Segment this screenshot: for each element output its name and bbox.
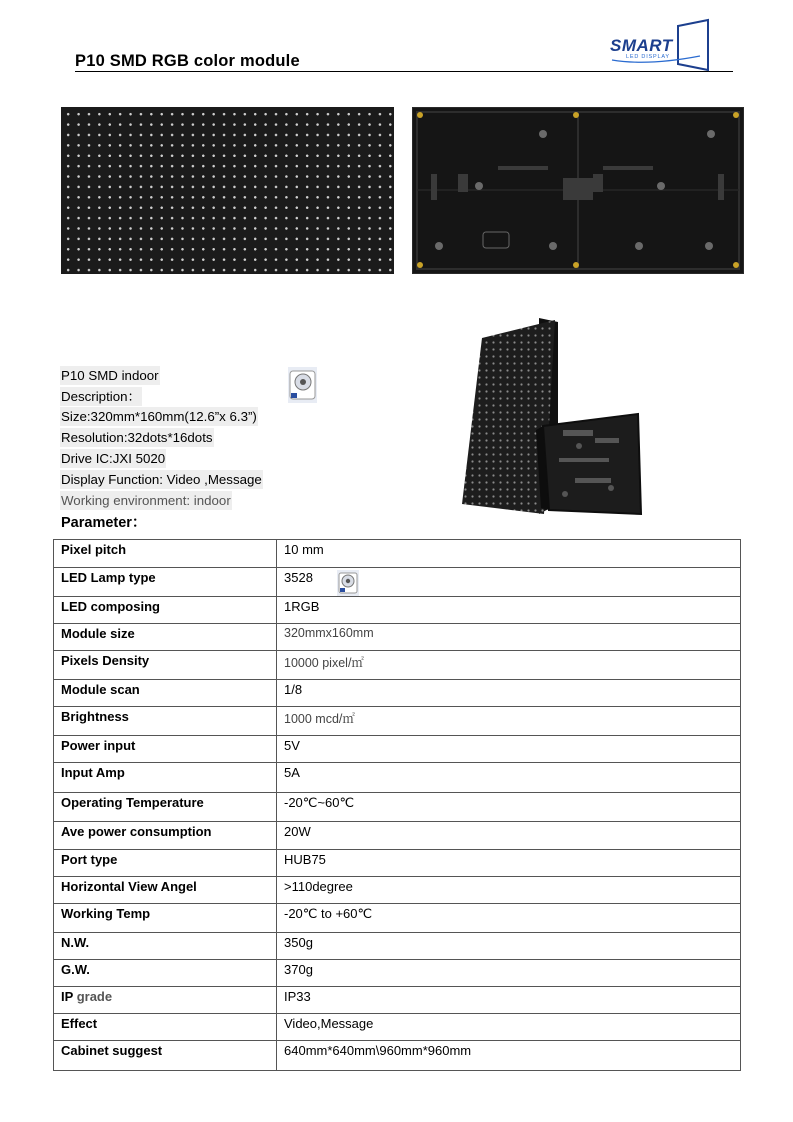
spec-key: Ave power consumption xyxy=(54,822,277,850)
table-row xyxy=(54,707,741,736)
spec-value: 320mmx160mm xyxy=(277,624,741,651)
spec-value: 10000 pixel/㎡ xyxy=(277,651,741,680)
smd-lamp-icon xyxy=(337,570,359,596)
spec-value: 1RGB xyxy=(277,597,741,624)
spec-value: 20W xyxy=(277,822,741,850)
spec-key-suffix: grade xyxy=(76,989,113,1004)
desc-display-function: Display Function: Video ,Message xyxy=(61,472,262,487)
desc-heading: Description： xyxy=(61,389,141,404)
spec-key: Horizontal View Angel xyxy=(54,877,277,904)
desc-drive-ic: Drive IC:JXI 5020 xyxy=(61,451,166,466)
table-row xyxy=(54,540,741,568)
spec-value: 5V xyxy=(277,736,741,763)
spec-key: Port type xyxy=(54,850,277,877)
table-row xyxy=(54,624,741,651)
logo-subtitle: LED DISPLAY xyxy=(626,54,670,60)
spec-value-cell xyxy=(277,568,741,597)
led-module-angled-photo xyxy=(455,318,660,522)
table-row xyxy=(54,933,741,960)
spec-key: Module scan xyxy=(54,680,277,707)
angled-modules-illustration xyxy=(455,318,660,522)
spec-value: IP33 xyxy=(277,987,741,1014)
spec-key: LED Lamp type xyxy=(54,568,277,597)
spec-key: LED composing xyxy=(54,597,277,624)
spec-value: HUB75 xyxy=(277,850,741,877)
table-row xyxy=(54,960,741,987)
spec-table xyxy=(53,539,741,1071)
parameter-heading: Parameter： xyxy=(61,515,147,531)
table-row xyxy=(54,904,741,933)
smart-logo xyxy=(608,18,712,72)
table-row xyxy=(54,987,741,1014)
table-row xyxy=(54,568,741,597)
table-row xyxy=(54,763,741,793)
table-row xyxy=(54,736,741,763)
table-row xyxy=(54,850,741,877)
spec-key: Power input xyxy=(54,736,277,763)
spec-value: 370g xyxy=(277,960,741,987)
desc-product-line: P10 SMD indoor xyxy=(61,368,159,383)
spec-key: Working Temp xyxy=(54,904,277,933)
table-row xyxy=(54,822,741,850)
table-row xyxy=(54,793,741,822)
spec-key: N.W. xyxy=(54,933,277,960)
spec-value: -20℃ to +60℃ xyxy=(277,904,741,933)
spec-value: 1/8 xyxy=(277,680,741,707)
spec-key: G.W. xyxy=(54,960,277,987)
desc-working-environment: Working environment: indoor xyxy=(61,493,231,508)
spec-key: Effect xyxy=(54,1014,277,1041)
spec-value: 10 mm xyxy=(277,540,741,568)
spec-value: 350g xyxy=(277,933,741,960)
logo-word: SMART xyxy=(610,36,673,55)
table-row xyxy=(54,1014,741,1041)
spec-key: Brightness xyxy=(54,707,277,736)
spec-key: Operating Temperature xyxy=(54,793,277,822)
spec-key: Module size xyxy=(54,624,277,651)
spec-key: Cabinet suggest xyxy=(54,1041,277,1071)
spec-value: 640mm*640mm\960mm*960mm xyxy=(277,1041,741,1071)
led-module-front-photo xyxy=(61,107,394,274)
led-module-back-pcb-photo xyxy=(412,107,744,274)
spec-value: -20℃~60℃ xyxy=(277,793,741,822)
spec-value: 1000 mcd/㎡ xyxy=(277,707,741,736)
spec-key-cell xyxy=(54,987,277,1014)
document-title: P10 SMD RGB color module xyxy=(75,52,300,70)
pcb-traces xyxy=(413,108,743,273)
table-row xyxy=(54,597,741,624)
spec-value: Video,Message xyxy=(277,1014,741,1041)
spec-value: 5A xyxy=(277,763,741,793)
spec-value: 3528 xyxy=(284,570,313,585)
table-row xyxy=(54,680,741,707)
table-row xyxy=(54,877,741,904)
spec-key: Pixel pitch xyxy=(54,540,277,568)
spec-key: Pixels Density xyxy=(54,651,277,680)
spec-value: >110degree xyxy=(277,877,741,904)
table-row xyxy=(54,1041,741,1071)
smd-lamp-icon xyxy=(288,367,317,403)
spec-key: IP xyxy=(61,989,74,1004)
desc-resolution: Resolution:32dots*16dots xyxy=(61,430,213,445)
spec-key: Input Amp xyxy=(54,763,277,793)
table-row xyxy=(54,651,741,680)
desc-size: Size:320mm*160mm(12.6”x 6.3”) xyxy=(61,409,257,424)
